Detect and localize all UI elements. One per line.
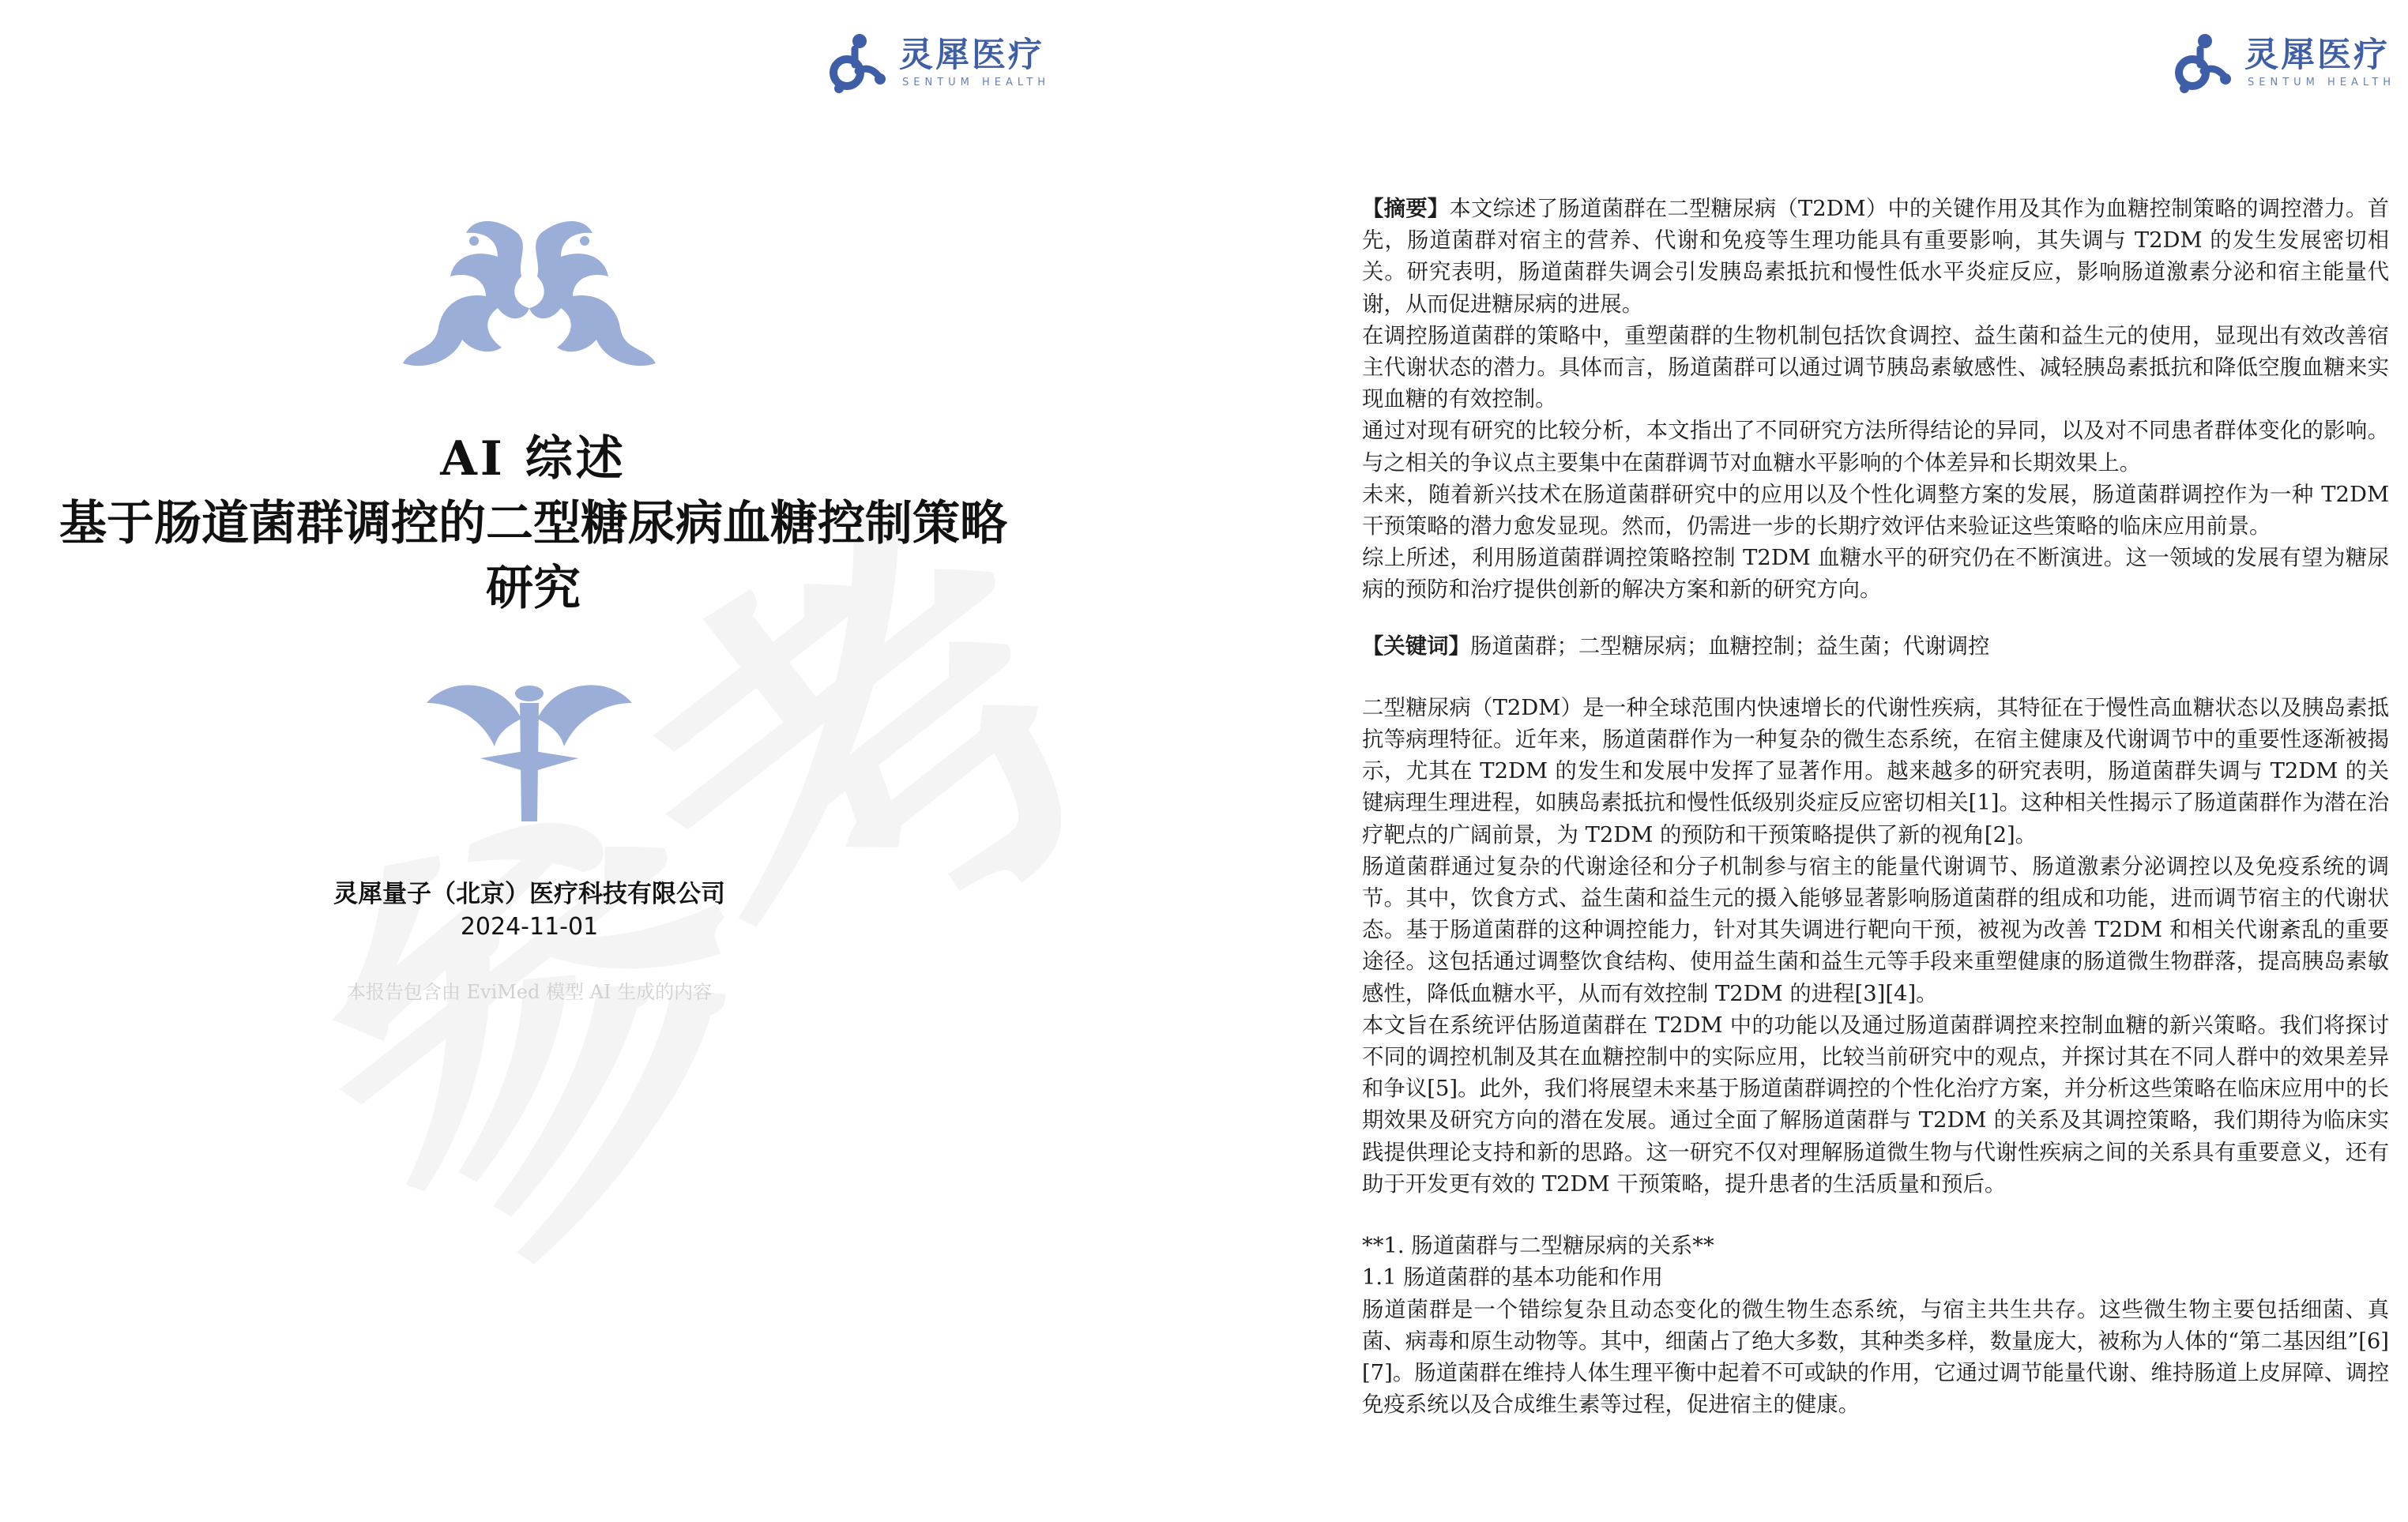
keywords-line [1362, 630, 2389, 663]
section-1-1-paragraph: 肠道菌群是一个错综复杂且动态变化的微生物生态系统，与宿主共生共存。这些微生物主要包括细菌、真菌、病毒和原生动物等。其中，细菌占了绝大多数，其种类多样，数量庞大，被称为人体的“第二基因组”[6][7]。肠道菌群在维持人体生理平衡中起着不可或缺的作用，它通过调节能量代谢、维持肠道上皮屏障、调控免疫系统以及合成维生素等过程，促进宿主的健康。 [1362, 1297, 2389, 1418]
sprout-ornament-icon [419, 671, 640, 829]
section-1-1-heading: 1.1 肠道菌群的基本功能和作用 [1362, 1265, 1663, 1291]
title-line-2: 基于肠道菌群调控的二型糖尿病血糖控制策略 [59, 496, 1007, 551]
abstract-text: 本文综述了肠道菌群在二型糖尿病（T2DM）中的关键作用及其作为血糖控制策略的调控潜力。首先，肠道菌群对宿主的营养、代谢和免疫等生理功能具有重要影响，其失调与 T2DM 的发生发展密切相关。研究表明，肠道菌群失调会引发胰岛素抵抗和慢性低水平炎症反应，影响肠道激素分泌和宿主能量代谢，从而促进糖尿病的进展。 [1362, 197, 2389, 317]
abstract-paragraph-4: 未来，随着新兴技术在肠道菌群研究中的应用以及个性化调整方案的发展，肠道菌群调控作为一种 T2DM 干预策略的潜力愈发显现。然而，仍需进一步的长期疗效评估来验证这些策略的临床应用前景。 [1362, 482, 2389, 539]
sentum-logo-icon [2169, 30, 2235, 96]
sentum-logo-icon [823, 30, 890, 96]
ai-disclaimer: 本报告包含由 EviMed 模型 AI 生成的内容 [346, 981, 713, 1003]
abstract-paragraph [1362, 193, 2389, 321]
article-body [1362, 193, 2389, 1421]
intro-paragraph-3: 本文旨在系统评估肠道菌群在 T2DM 中的功能以及通过肠道菌群调控来控制血糖的新兴策略。我们将探讨不同的调控机制及其在血糖控制中的实际应用，比较当前研究中的观点，并探讨其在不同人群中的效果差异和争议[5]。此外，我们将展望未来基于肠道菌群调控的个性化治疗方案，并分析这些策略在临床应用中的长期效果及研究方向的潜在发展。通过全面了解肠道菌群与 T2DM 的关系及其调控策略，我们期待为临床实践提供理论支持和新的思路。这一研究不仅对理解肠道微生物与代谢性疾病之间的关系具有重要意义，还有助于开发更有效的 T2DM 干预策略，提升患者的生活质量和预后。 [1362, 1013, 2389, 1197]
company-name: 灵犀量子（北京）医疗科技有限公司 [333, 880, 725, 908]
report-title [0, 427, 1067, 621]
article-page [1204, 0, 2408, 1522]
company-logo [823, 30, 1050, 96]
logo-brand-en: SENTUM HEALTH [2248, 77, 2396, 89]
title-line-3: 研究 [486, 561, 581, 616]
floral-ornament-icon [379, 209, 679, 375]
intro-paragraph-2: 肠道菌群通过复杂的代谢途径和分子机制参与宿主的能量代谢调节、肠道激素分泌调控以及免疫系统的调节。其中，饮食方式、益生菌和益生元的摄入能够显著影响肠道菌群的组成和功能，进而调节宿主的代谢状态。基于肠道菌群的这种调控能力，针对其失调进行靶向干预，被视为改善 T2DM 和相关代谢紊乱的重要途径。这包括通过调整饮食结构、使用益生菌和益生元等手段来重塑健康的肠道微生物群落，提高胰岛素敏感性，降低血糖水平，从而有效控制 T2DM 的进程[3][4]。 [1362, 854, 2389, 1006]
logo-brand-cn: 灵犀医疗 [899, 35, 1044, 75]
abstract-paragraph-5: 综上所述，利用肠道菌群调控策略控制 T2DM 血糖水平的研究仍在不断演进。这一领域的发展有望为糖尿病的预防和治疗提供创新的解决方案和新的研究方向。 [1362, 546, 2389, 603]
abstract-paragraph-3: 通过对现有研究的比较分析，本文指出了不同研究方法所得结论的异同，以及对不同患者群体变化的影响。与之相关的争议点主要集中在菌群调节对血糖水平影响的个体差异和长期效果上。 [1362, 419, 2389, 475]
logo-brand-en: SENTUM HEALTH [902, 77, 1051, 89]
abstract-label: 【摘要】 [1362, 196, 1450, 221]
title-line-1: AI 综述 [440, 431, 626, 487]
abstract-paragraph-2: 在调控肠道菌群的策略中，重塑菌群的生物机制包括饮食调控、益生菌和益生元的使用，显现出有效改善宿主代谢状态的潜力。具体而言，肠道菌群可以通过调节胰岛素敏感性、减轻胰岛素抵抗和降低空腹血糖来实现血糖的有效控制。 [1362, 323, 2389, 412]
keywords-text: 肠道菌群；二型糖尿病；血糖控制；益生菌；代谢调控 [1469, 633, 1990, 659]
logo-brand-cn: 灵犀医疗 [2244, 35, 2390, 75]
section-1-heading: **1. 肠道菌群与二型糖尿病的关系** [1362, 1234, 1714, 1259]
report-date: 2024-11-01 [460, 913, 599, 941]
intro-paragraph-1: 二型糖尿病（T2DM）是一种全球范围内快速增长的代谢性疾病，其特征在于慢性高血糖状态以及胰岛素抵抗等病理特征。近年来，肠道菌群作为一种复杂的微生态系统，在宿主健康及代谢调节中的重要性逐渐被揭示，尤其在 T2DM 的发生和发展中发挥了显著作用。越来越多的研究表明，肠道菌群失调与 T2DM 的关键病理生理进程，如胰岛素抵抗和慢性低级别炎症反应密切相关[1]。这种相关性揭示了肠道菌群作为潜在治疗靶点的广阔前景，为 T2DM 的预防和干预策略提供了新的视角[2]。 [1362, 695, 2389, 847]
company-logo [2169, 30, 2395, 96]
company-block [308, 877, 751, 943]
keywords-label: 【关键词】 [1362, 633, 1470, 659]
